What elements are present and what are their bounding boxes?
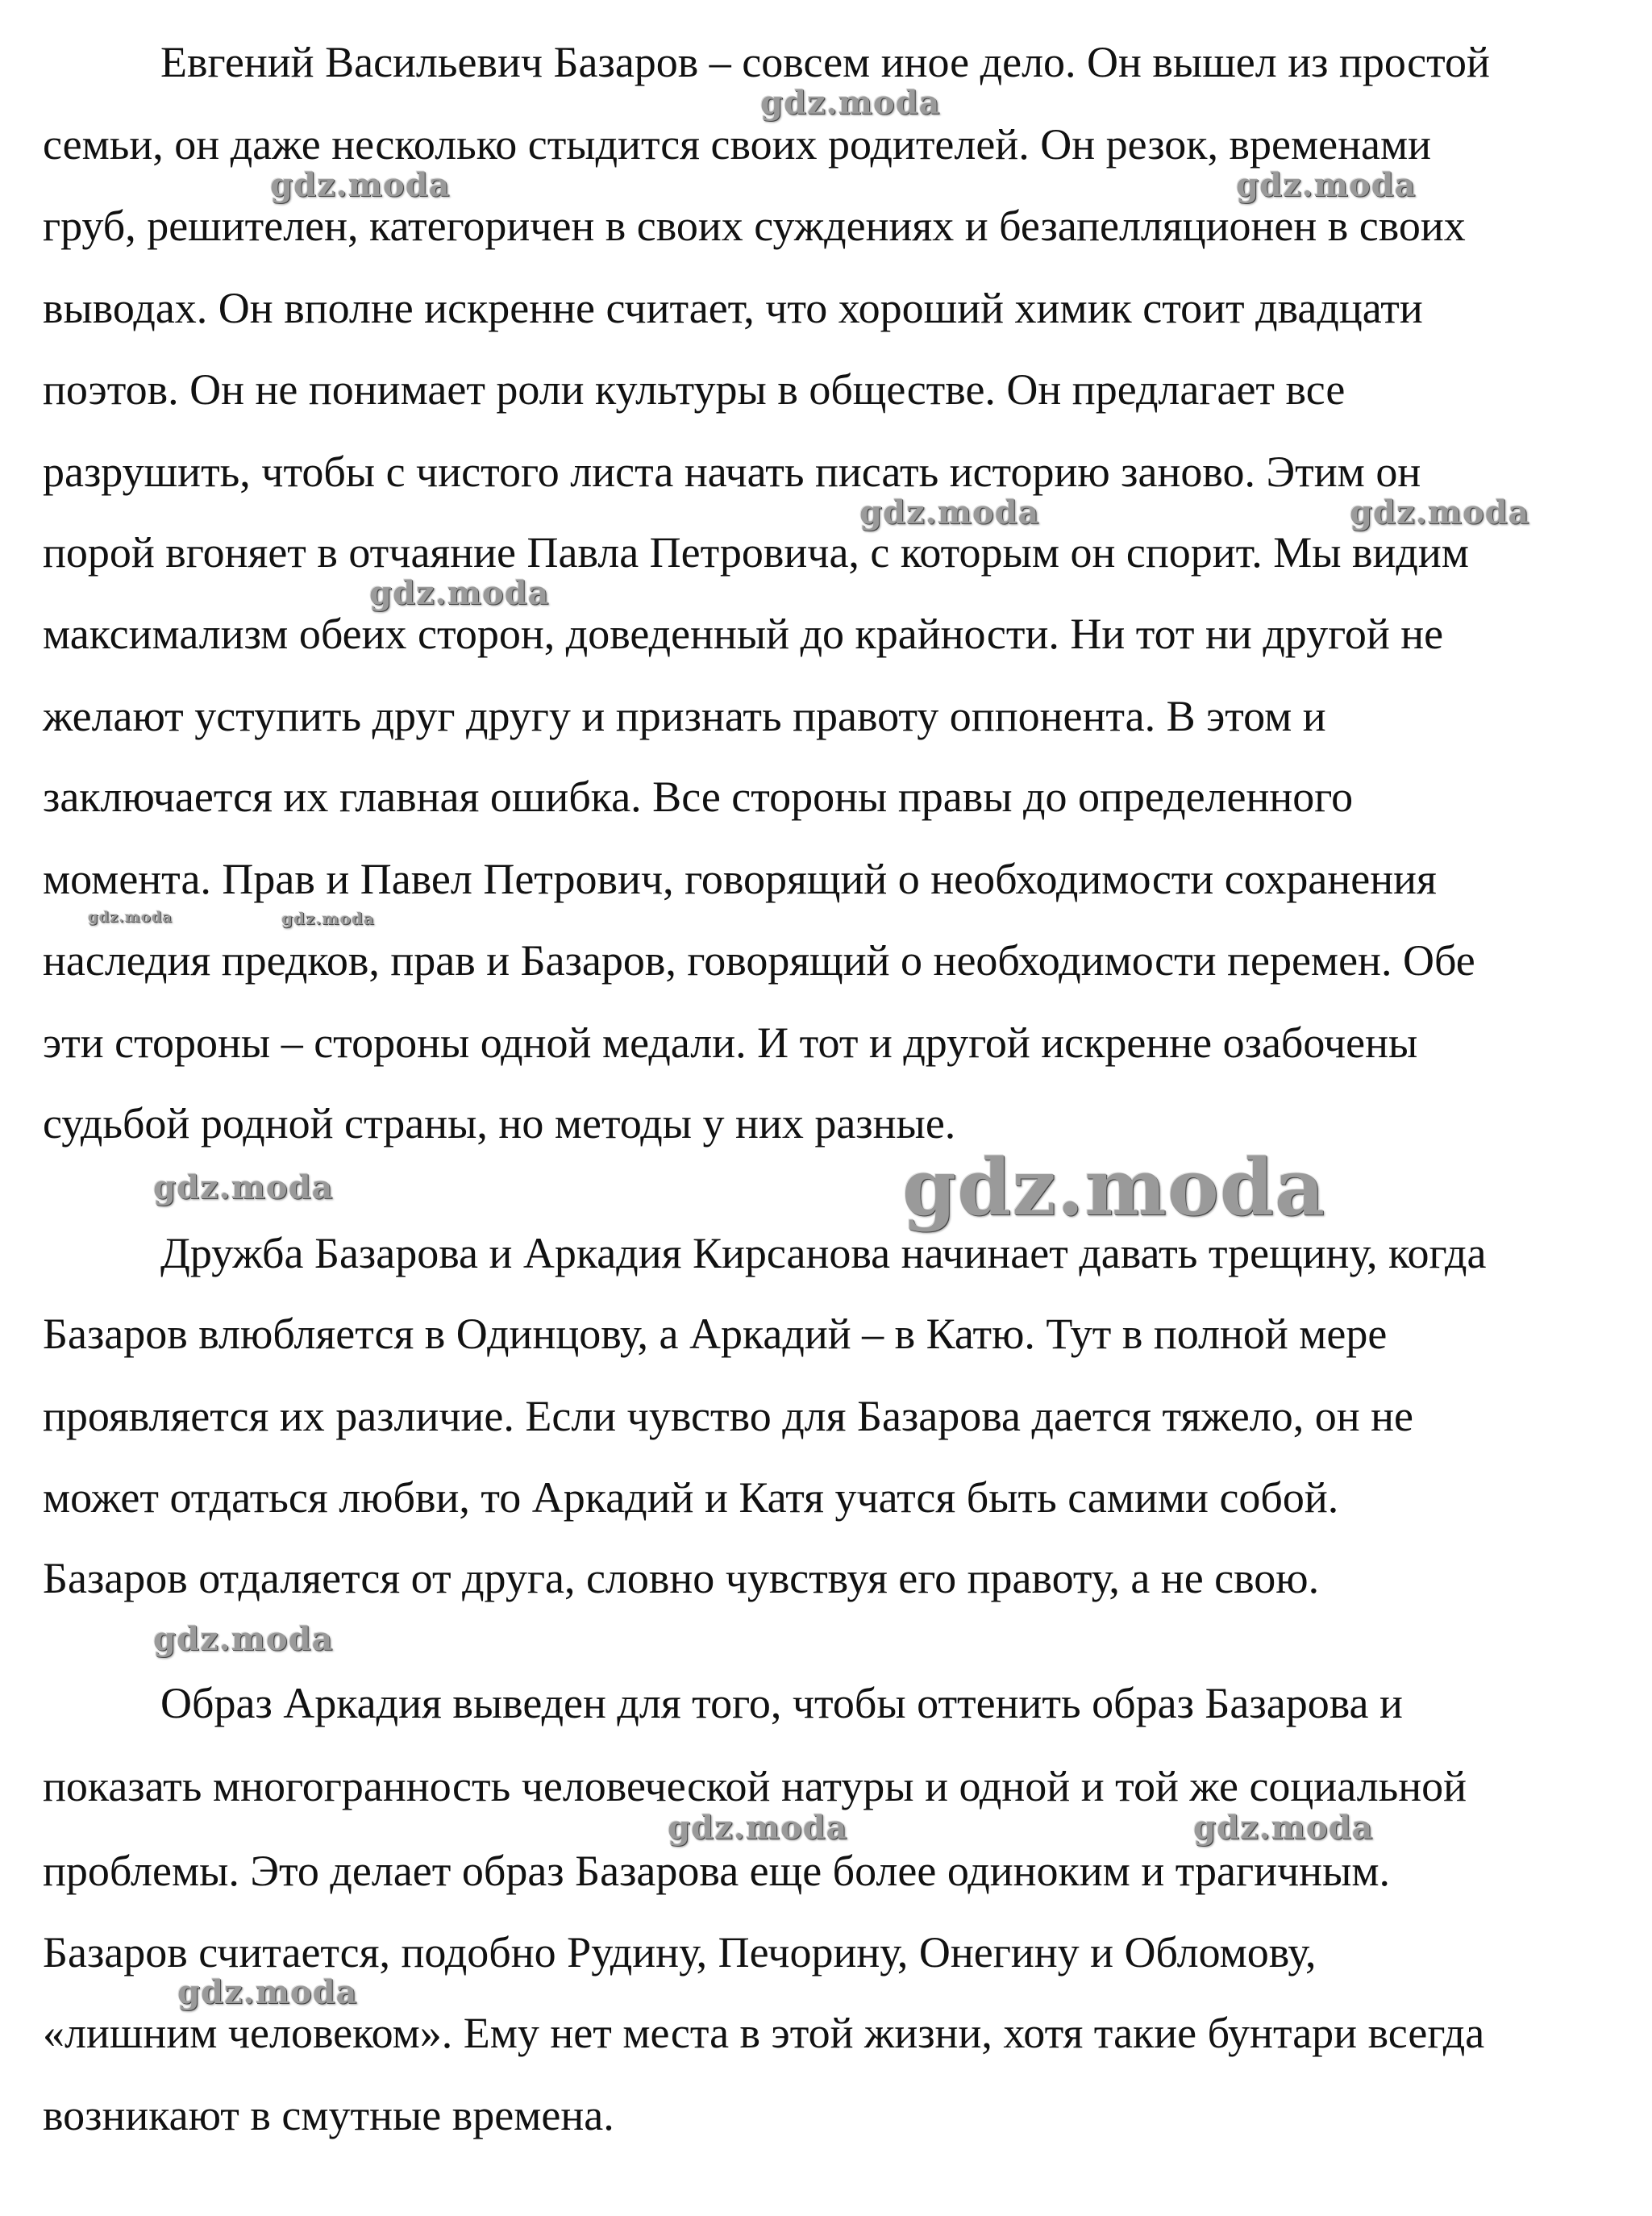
text-line: груб, решителен, категоричен в своих суждениях и безапелляционен в своих (43, 202, 1466, 250)
watermark: gdz.moda (177, 1973, 358, 2011)
text-line: может отдаться любви, то Аркадий и Катя учатся быть самими собой. (43, 1473, 1339, 1522)
watermark: gdz.moda (281, 909, 375, 928)
watermark: gdz.moda (1350, 494, 1530, 531)
watermark: gdz.moda (88, 909, 173, 926)
text-line: порой вгоняет в отчаяние Павла Петровича, с которым он спорит. Мы видим (43, 528, 1469, 577)
text-line: разрушить, чтобы с чистого листа начать писать историю заново. Этим он (43, 448, 1421, 496)
text-line: момента. Прав и Павел Петрович, говорящий о необходимости сохранения (43, 855, 1437, 903)
text-line: возникают в смутные времена. (43, 2091, 614, 2139)
text-line: наследия предков, прав и Базаров, говорящий о необходимости перемен. Обе (43, 936, 1475, 985)
watermark: gdz.moda (668, 1809, 848, 1847)
watermark: gdz.moda (1193, 1809, 1374, 1847)
text-line: выводах. Он вполне искренне считает, что хороший химик стоит двадцати (43, 284, 1423, 332)
text-line: желают уступить друг другу и признать правоту оппонента. В этом и (43, 692, 1326, 740)
text-line: судьбой родной страны, но методы у них разные. (43, 1099, 956, 1148)
text-line: Базаров влюбляется в Одинцову, а Аркадий – в Катю. Тут в полной мере (43, 1310, 1388, 1358)
text-line: Образ Аркадия выведен для того, чтобы оттенить образ Базарова и (160, 1679, 1403, 1727)
text-line: Базаров отдаляется от друга, словно чувствуя его правоту, а не свою. (43, 1554, 1320, 1602)
text-line: проявляется их различие. Если чувство для Базарова дается тяжело, он не (43, 1392, 1413, 1440)
text-line: Базаров считается, подобно Рудину, Печорину, Онегину и Обломову, (43, 1928, 1317, 1976)
text-line: Дружба Базарова и Аркадия Кирсанова начинает давать трещину, когда (160, 1229, 1487, 1277)
text-line: семьи, он даже несколько стыдится своих родителей. Он резок, временами (43, 120, 1432, 169)
watermark: gdz.moda (760, 84, 941, 122)
watermark: gdz.moda (153, 1620, 334, 1658)
watermark: gdz.moda (153, 1168, 334, 1206)
watermark: gdz.moda (1236, 166, 1417, 204)
text-line: «лишним человеком». Ему нет места в этой жизни, хотя такие бунтари всегда (43, 2009, 1485, 2057)
watermark: gdz.moda (859, 494, 1040, 531)
text-line: Евгений Васильевич Базаров – совсем иное дело. Он вышел из простой (160, 38, 1490, 86)
watermark: gdz.moda (369, 574, 550, 612)
watermark: gdz.moda (902, 1142, 1326, 1233)
text-line: заключается их главная ошибка. Все стороны правы до определенного (43, 773, 1354, 821)
text-line: поэтов. Он не понимает роли культуры в обществе. Он предлагает все (43, 365, 1346, 414)
watermark: gdz.moda (270, 166, 451, 204)
text-line: эти стороны – стороны одной медали. И тот и другой искренне озабочены (43, 1018, 1418, 1067)
text-line: максимализм обеих сторон, доведенный до крайности. Ни тот ни другой не (43, 610, 1444, 658)
text-line: показать многогранность человеческой натуры и одной и той же социальной (43, 1762, 1467, 1810)
text-line: проблемы. Это делает образ Базарова еще более одиноким и трагичным. (43, 1847, 1391, 1895)
